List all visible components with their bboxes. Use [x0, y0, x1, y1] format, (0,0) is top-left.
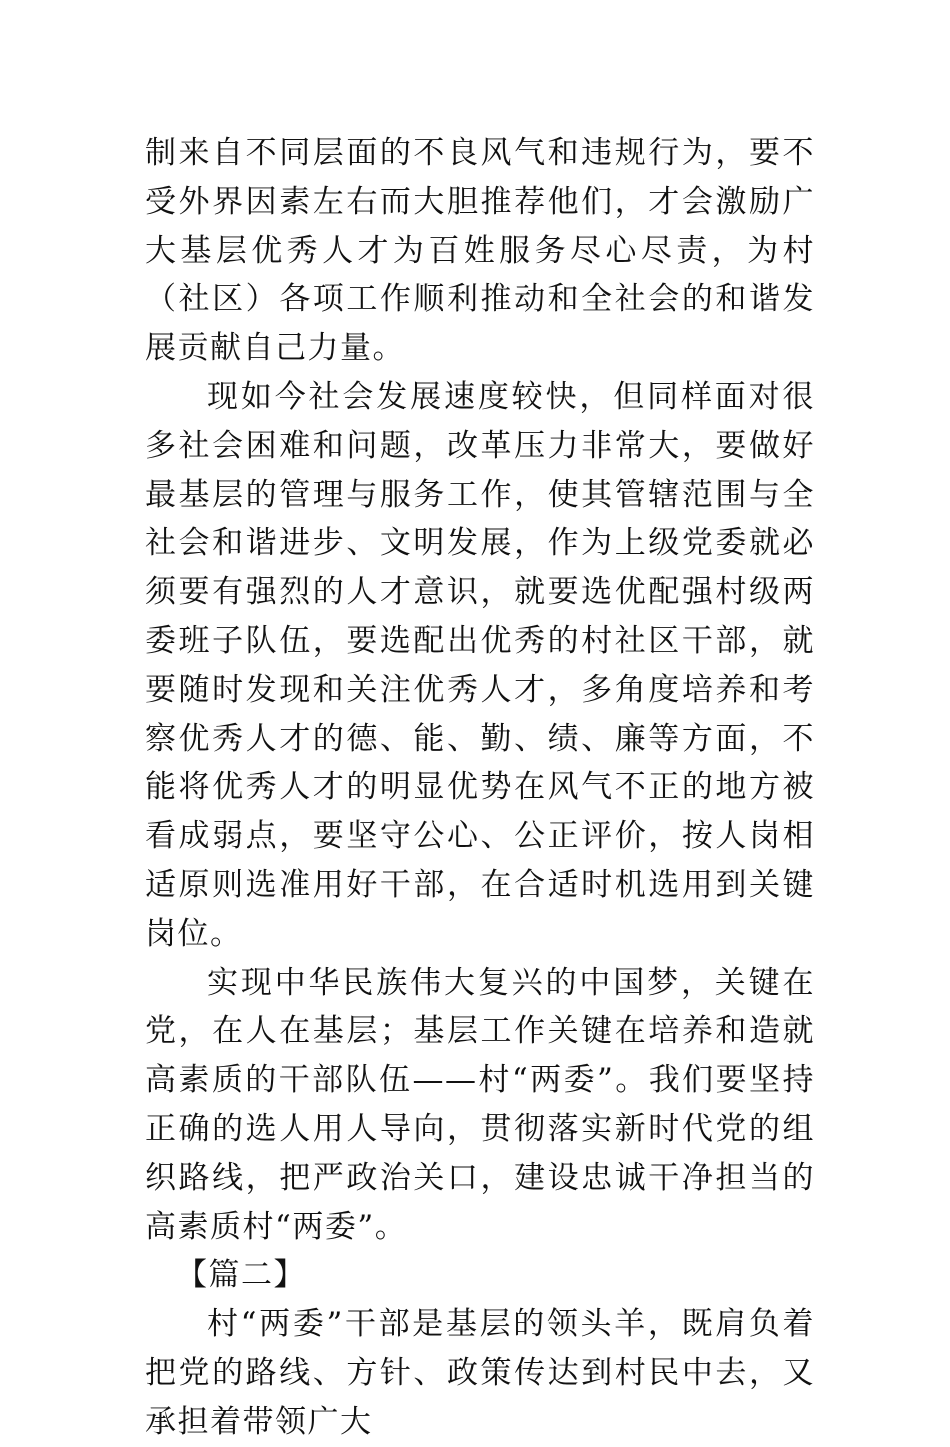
paragraph-continuation: 制来自不同层面的不良风气和违规行为，要不受外界因素左右而大胆推荐他们，才会激励广大基层优秀人才为百姓服务尽心尽责，为村（社区）各项工作顺利推动和全社会的和谐发展贡献自己力量。 — [145, 135, 815, 367]
paragraph-talent-awareness: 现如今社会发展速度较快，但同样面对很多社会困难和问题，改革压力非常大，要做好最基层的管理与服务工作，使其管辖范围与全社会和谐进步、文明发展，作为上级党委就必须要有强烈的人才意识，就要选优配强村级两委班子队伍，要选配出优秀的村社区干部，就要随时发现和关注优秀人才，多角度培养和考察优秀人才的德、能、勤、绩、廉等方面，不能将优秀人才的明显优势在风气不正的地方被看成弱点，要坚守公心、公正评价，按人岗相适原则选准用好干部，在合适时机选用到关键岗位。 — [145, 378, 815, 952]
section-heading: 【篇二】 — [176, 1257, 306, 1294]
paragraph-chinese-dream: 实现中华民族伟大复兴的中国梦，关键在党，在人在基层；基层工作关键在培养和造就高素质的干部队伍——村“两委”。我们要坚持正确的选人用人导向，贯彻落实新时代党的组织路线，把严政治关口，建设忠诚干净担当的高素质村“两委”。 — [145, 964, 815, 1245]
document-body — [145, 129, 815, 1447]
paragraph-section-two: 村“两委”干部是基层的领头羊，既肩负着把党的路线、方针、政策传达到村民中去，又承担着带领广大 — [145, 1306, 815, 1440]
